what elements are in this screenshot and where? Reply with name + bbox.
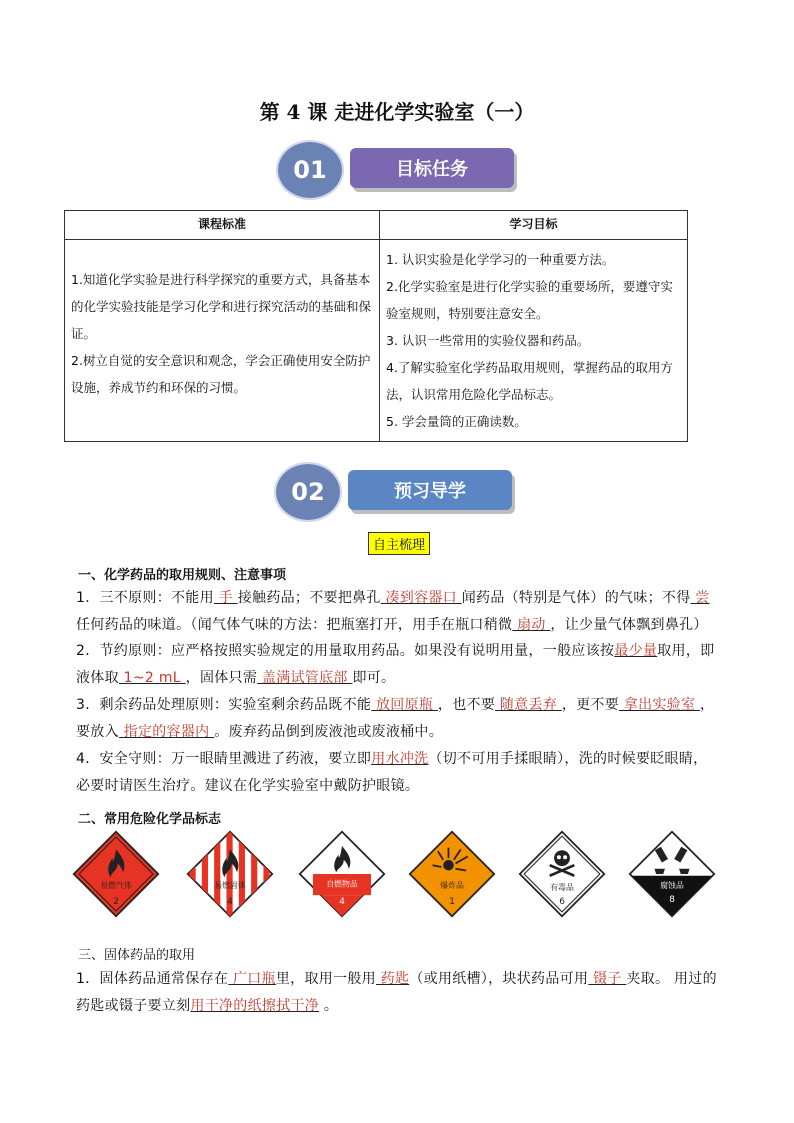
toxic-sign-icon [518, 830, 606, 918]
spontaneous-combustion-sign-icon [298, 830, 386, 918]
section-heading-solids: 三、固体药品的取用 [78, 948, 196, 963]
text: （切不可用手揉眼睛），洗的时候要眨眼睛，必要时请医生治疗。建议在化学实验室中戴防护眼镜。 [76, 751, 708, 794]
text: ，要放入 [76, 697, 715, 740]
paragraph-solid-storage [76, 966, 721, 1020]
answer-blank: 用水冲洗 [371, 751, 429, 767]
flammable-solid-sign-icon [186, 830, 274, 918]
answer-blank: 镊子 [588, 971, 627, 987]
sign-label: 易燃固体 [214, 881, 246, 891]
answer-blank: 用干净的纸擦拭干净 [190, 998, 320, 1014]
goal-item: 5. 学会量筒的正确读数。 [386, 414, 527, 429]
table-header-goals: 学习目标 [380, 211, 688, 240]
text: 4．安全守则：万一眼睛里溅进了药液，要立即 [76, 751, 372, 767]
goals-cell [380, 240, 688, 442]
answer-blank: 尝 [690, 590, 710, 606]
sign-number: 4 [339, 896, 345, 907]
sign-number: 8 [669, 895, 675, 906]
text: 1．三不原则：不能用 [76, 590, 214, 606]
text: 任何药品的味道。（闻气体气味的方法：把瓶塞打开，用手在瓶口稍微 [76, 617, 513, 633]
sign-number: 1 [449, 896, 455, 907]
page-title: 第 4 课 走进化学实验室（一） [259, 100, 535, 124]
answer-blank: 药匙 [375, 971, 410, 987]
answer-blank: 随意丢弃 [495, 697, 562, 713]
text: 1．固体药品通常保存在 [76, 971, 229, 987]
text: ，也不要 [437, 697, 496, 713]
text: 即可。 [352, 670, 396, 686]
sign-label: 有毒品 [550, 882, 574, 892]
text: 夹取。 用过的药匙或镊子要立刻 [76, 971, 717, 1014]
text: 取用，即液体取 [76, 643, 715, 686]
answer-blank: 广口瓶 [228, 971, 276, 987]
text: ，让少量气体飘到鼻孔） [550, 617, 708, 633]
sign-number: 2 [113, 896, 119, 907]
goal-item: 4.了解实验室化学药品取用规则，掌握药品的取用方法，认识常用危险化学品标志。 [386, 360, 673, 402]
text: 。 [319, 998, 339, 1014]
paragraph-safety [76, 746, 721, 800]
text: ，固体只需 [185, 670, 258, 686]
standard-item: 2.树立自觉的安全意识和观念，学会正确使用安全防护设施，养成节约和环保的习惯。 [71, 353, 371, 395]
paragraph-saving [76, 638, 721, 692]
section-heading-rules: 一、化学药品的取用规则、注意事项 [78, 568, 287, 583]
text: 2．节约原则：应严格按照实验规定的用量取用药品。如果没有说明用量，一般应该按 [76, 643, 615, 659]
goal-item: 1. 认识实验是化学学习的一种重要方法。 [386, 252, 615, 267]
sign-label: 爆炸品 [440, 881, 464, 891]
corrosive-sign-icon [628, 830, 716, 918]
answer-blank: 1~2 mL [118, 670, 186, 686]
hazard-signs-row [72, 830, 722, 940]
answer-blank: 盖满试管底部 [257, 670, 353, 686]
answer-blank: 拿出实验室 [619, 697, 701, 713]
self-study-tag: 自主梳理 [368, 532, 430, 555]
flammable-gas-sign-icon [72, 830, 160, 918]
section-heading-hazard-signs: 二、常用危险化学品标志 [78, 812, 222, 827]
goal-item: 3. 认识一些常用的实验仪器和药品。 [386, 333, 590, 348]
answer-blank: 扇动 [512, 617, 551, 633]
sign-label: 腐蚀品 [660, 881, 684, 891]
text: 。废弃药品倒到废液池或废液桶中。 [214, 724, 444, 740]
banner-number: 02 [276, 464, 340, 520]
answer-blank: 最少量 [614, 643, 658, 659]
paragraph-leftover [76, 692, 721, 746]
paragraph-three-nos [76, 585, 721, 639]
text: 3．剩余药品处理原则：实验室剩余药品既不能 [76, 697, 372, 713]
sign-number: 6 [559, 896, 565, 907]
standards-table [64, 210, 688, 442]
sign-label: 自燃物品 [326, 879, 358, 889]
sign-number: 4 [227, 896, 233, 907]
text: 里，取用一般用 [275, 971, 376, 987]
answer-blank: 凑到容器口 [380, 590, 462, 606]
standard-cell [65, 240, 380, 442]
goal-item: 2.化学实验室是进行化学实验的重要场所，要遵守实验室规则，特别要注意安全。 [386, 279, 673, 321]
table-header-standard: 课程标准 [65, 211, 380, 240]
banner-number: 01 [278, 142, 342, 198]
text: 闻药品（特别是气体）的气味；不得 [461, 590, 691, 606]
sign-label: 易燃气体 [100, 881, 132, 891]
answer-blank: 放回原瓶 [371, 697, 438, 713]
banner-label: 目标任务 [350, 148, 514, 188]
standard-item: 1.知道化学实验是进行科学探究的重要方式，具备基本的化学实验技能是学习化学和进行探究活动的基础和保证。 [71, 272, 372, 341]
answer-blank: 指定的容器内 [118, 724, 215, 740]
banner-label: 预习导学 [348, 470, 512, 510]
text: （或用纸槽），块状药品可用 [409, 971, 589, 987]
text: 接触药品；不要把鼻孔 [237, 590, 381, 606]
explosive-sign-icon [408, 830, 496, 918]
answer-blank: 手 [213, 590, 238, 606]
text: ，更不要 [561, 697, 620, 713]
